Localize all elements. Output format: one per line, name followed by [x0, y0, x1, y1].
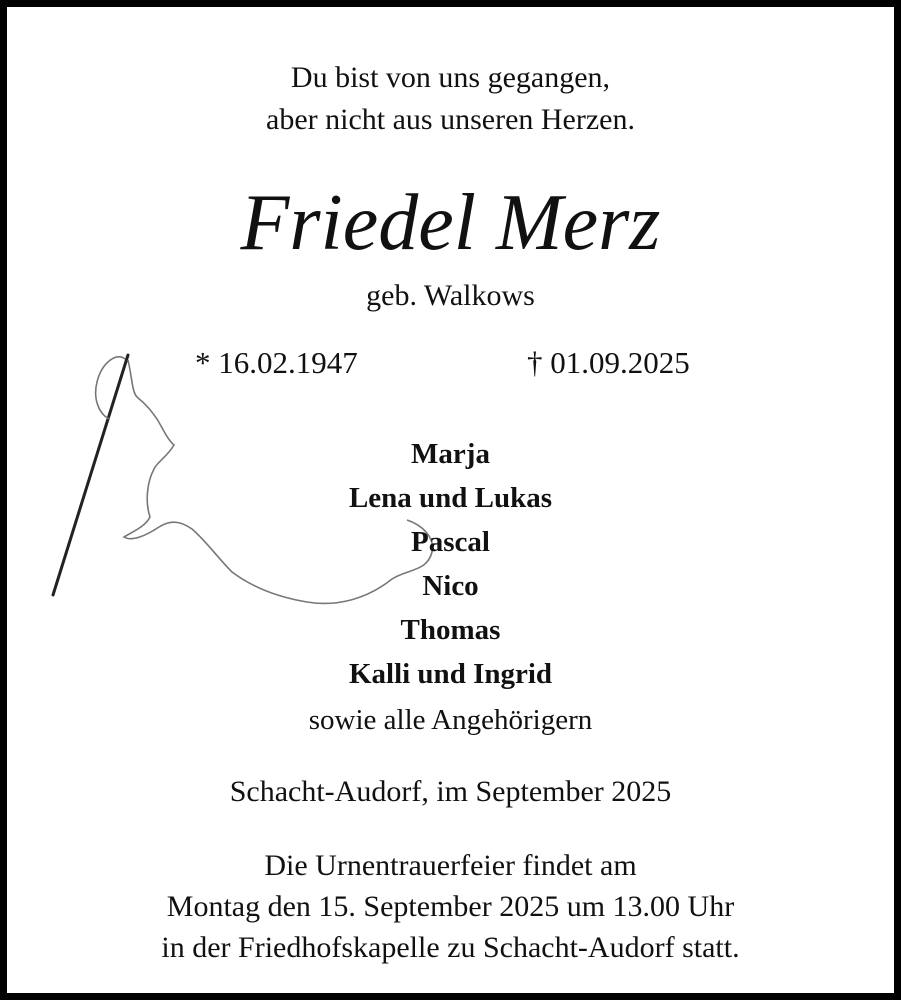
death-date: † 01.09.2025 [527, 345, 690, 380]
mourner: Kalli und Ingrid [348, 658, 553, 690]
funeral-line: in der Friedhofskapelle zu Schacht-Audorf statt. [161, 931, 740, 964]
funeral-line: Montag den 15. September 2025 um 13.00 Uhr [166, 890, 735, 923]
mourner: Marja [411, 438, 490, 470]
mourner: Nico [422, 570, 479, 602]
birth-date: * 16.02.1947 [195, 345, 358, 380]
mourner: Thomas [400, 614, 501, 646]
deceased-name: Friedel Merz [240, 179, 661, 267]
birth-name: geb. Walkows [366, 279, 535, 312]
funeral-line: Die Urnentrauerfeier findet am [264, 849, 637, 882]
mourners-list [7, 432, 894, 696]
mourner: Pascal [411, 526, 490, 558]
place-date: Schacht-Audorf, im September 2025 [229, 775, 672, 808]
motto-line: aber nicht aus unseren Herzen. [266, 103, 635, 136]
motto [7, 57, 894, 141]
motto-line: Du bist von uns gegangen, [290, 61, 611, 94]
relatives-line: sowie alle Angehörigern [308, 704, 593, 736]
funeral-info [7, 845, 894, 968]
mourner: Lena und Lukas [348, 482, 553, 514]
